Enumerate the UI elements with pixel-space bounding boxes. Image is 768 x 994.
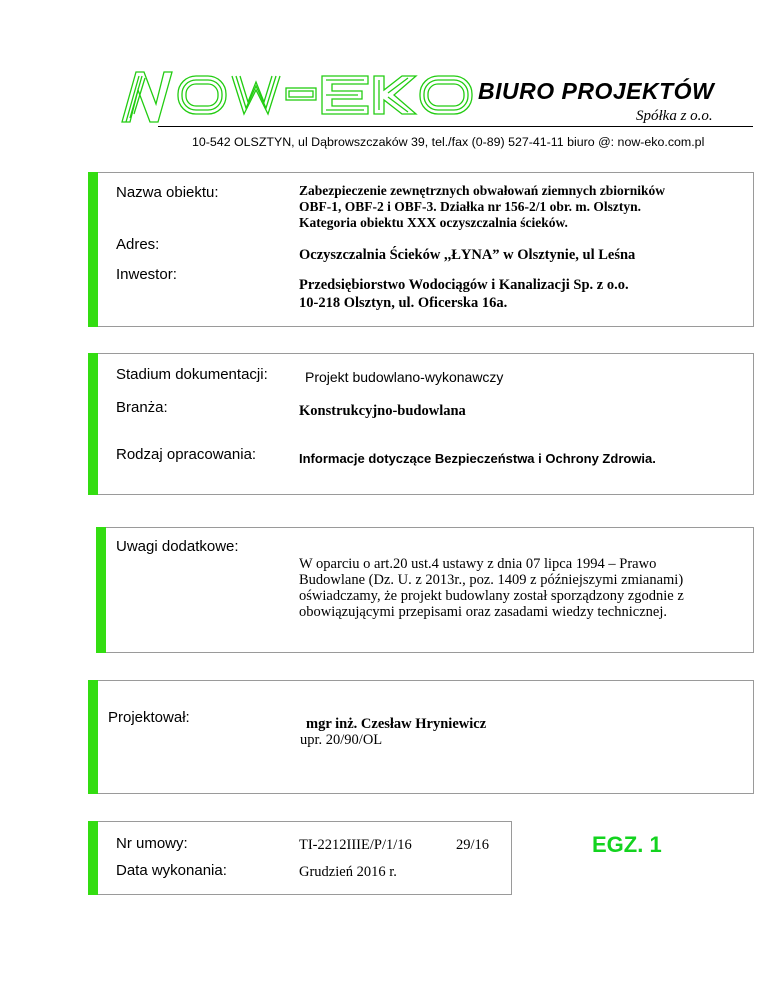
green-bar: [88, 821, 98, 895]
company-address: 10-542 OLSZTYN, ul Dąbrowszczaków 39, tel./fax (0-89) 527-41-11 biuro @: now-eko.com.pl: [192, 135, 705, 149]
object-name-label: Nazwa obiektu:: [116, 184, 219, 201]
address-value: Oczyszczalnia Ścieków ,,ŁYNA” w Olsztynie, ul Leśna: [299, 247, 636, 263]
execution-date-value: Grudzień 2016 r.: [299, 864, 397, 880]
stage-label: Stadium dokumentacji:: [116, 366, 268, 383]
investor-label: Inwestor:: [116, 266, 177, 283]
investor-line-1: Przedsiębiorstwo Wodociągów i Kanalizacji Sp. z o.o.: [299, 277, 629, 293]
remarks-label: Uwagi dodatkowe:: [116, 538, 239, 555]
company-type: Spółka z o.o.: [636, 108, 713, 124]
designer-label: Projektował:: [108, 709, 190, 726]
company-name: BIURO PROJEKTÓW: [478, 78, 715, 104]
now-eko-logo: [118, 68, 478, 124]
contract-number-value: TI-2212IIIE/P/1/16: [299, 837, 412, 853]
remarks-line-3: oświadczamy, że projekt budowlany został sporządzony zgodnie z: [299, 588, 684, 604]
green-bar: [88, 680, 98, 794]
investor-line-2: 10-218 Olsztyn, ul. Oficerska 16a.: [299, 295, 508, 311]
object-name-line-1: Zabezpieczenie zewnętrznych obwałowań ziemnych zbiorników: [299, 183, 665, 198]
study-type-label: Rodzaj opracowania:: [116, 446, 257, 463]
stage-value: Projekt budowlano-wykonawczy: [305, 369, 504, 385]
header-rule: [158, 126, 753, 127]
contract-number-extra: 29/16: [456, 837, 490, 853]
green-bar: [96, 527, 106, 653]
remarks-line-4: obowiązującymi przepisami oraz zasadami wiedzy technicznej.: [299, 604, 667, 620]
address-label: Adres:: [116, 236, 160, 253]
copy-number: EGZ. 1: [592, 832, 662, 857]
object-name-line-2: OBF-1, OBF-2 i OBF-3. Działka nr 156-2/1 obr. m. Olsztyn.: [299, 199, 642, 214]
branch-value: Konstrukcyjno-budowlana: [299, 403, 466, 419]
green-bar: [88, 353, 98, 495]
designer-name: mgr inż. Czesław Hryniewicz: [306, 716, 487, 732]
designer-license: upr. 20/90/OL: [300, 732, 383, 748]
green-bar: [88, 172, 98, 327]
remarks-line-1: W oparciu o art.20 ust.4 ustawy z dnia 07 lipca 1994 – Prawo: [299, 556, 657, 572]
object-name-line-3: Kategoria obiektu XXX oczyszczalnia ścieków.: [299, 215, 568, 230]
contract-box: [88, 821, 512, 895]
contract-number-label: Nr umowy:: [116, 835, 188, 852]
remarks-line-2: Budowlane (Dz. U. z 2013r., poz. 1409 z późniejszymi zmianami): [299, 572, 684, 588]
designer-box: [88, 680, 754, 794]
execution-date-label: Data wykonania:: [116, 862, 227, 879]
branch-label: Branża:: [116, 399, 168, 416]
study-type-value: Informacje dotyczące Bezpieczeństwa i Ochrony Zdrowia.: [299, 451, 656, 466]
